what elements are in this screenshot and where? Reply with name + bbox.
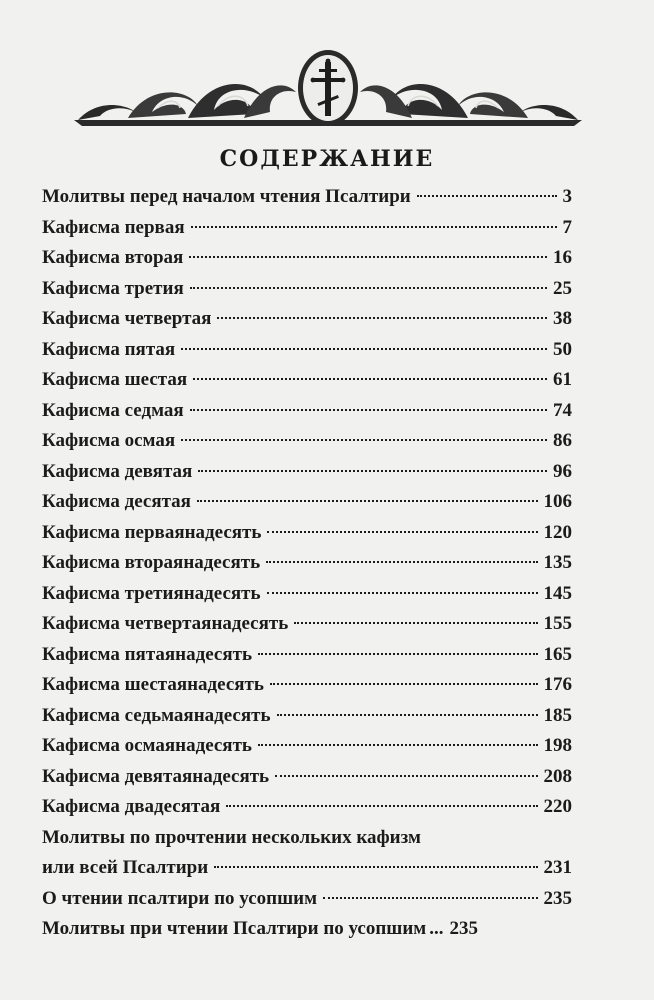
dot-leader: [270, 683, 538, 685]
dot-leader: [191, 226, 557, 228]
toc-entry: [42, 670, 572, 701]
toc-entry-title: Кафисма втораянадесять: [42, 552, 261, 573]
dot-leader: [275, 775, 537, 777]
page-title: СОДЕРЖАНИЕ: [219, 146, 435, 172]
dot-leader: [217, 317, 547, 319]
dot-leader: [277, 714, 538, 716]
toc-entry-page: 235: [543, 887, 572, 909]
dot-leader: [294, 622, 537, 624]
toc-entry-title: Кафисма четвертаянадесять: [42, 613, 289, 634]
toc-entry: [42, 365, 572, 396]
dot-leader: [323, 897, 537, 899]
toc-entry-page: 7: [562, 216, 572, 238]
toc-entry: [42, 396, 572, 427]
toc-entry: [42, 426, 572, 457]
toc-entry: [42, 274, 572, 305]
toc-entry-title: Молитвы перед началом чтения Псалтири: [42, 186, 411, 207]
toc-entry-page: 16: [553, 247, 572, 268]
toc-entry-title: Кафисма двадесятая: [42, 796, 221, 817]
toc-entry-page: 220: [543, 796, 572, 817]
toc-entry-page: 208: [543, 765, 572, 787]
toc-entry-title: или всей Псалтири: [42, 857, 209, 878]
toc-entry: [42, 640, 572, 671]
toc-entry: [42, 762, 572, 793]
toc-entry-page: 176: [543, 674, 572, 695]
toc-entry-title: Кафисма третия: [42, 277, 184, 299]
toc-entry: [42, 487, 572, 518]
toc-entry-multiline-line1: [42, 823, 572, 854]
toc-entry-title: Кафисма четвертая: [42, 308, 212, 329]
dot-leader: [258, 744, 538, 746]
toc-entry-page: 3: [562, 186, 572, 207]
toc-entry: [42, 792, 572, 823]
toc-entry: [42, 457, 572, 488]
toc-entry: [42, 548, 572, 579]
ellipsis-leader: ...: [429, 918, 444, 939]
toc-entry-page: 38: [553, 308, 572, 329]
toc-entry-page: 61: [553, 369, 572, 390]
toc-entry-title: Кафисма вторая: [42, 247, 184, 268]
toc-entry-title: Кафисма девятаянадесять: [42, 765, 270, 787]
dot-leader: [226, 805, 537, 807]
toc-entry-title: Молитвы при чтении Псалтири по усопшим: [42, 918, 427, 939]
toc-entry-page: 145: [543, 582, 572, 604]
toc-entry-title: Кафисма третиянадесять: [42, 582, 261, 604]
toc-entry: [42, 243, 572, 274]
toc-entry: [42, 701, 572, 732]
toc-entry-page: 135: [543, 552, 572, 573]
toc-entry-title: Кафисма первая: [42, 216, 185, 238]
toc-entry: [42, 518, 572, 549]
toc-entry-page: 25: [553, 277, 572, 299]
toc-entry-page: 165: [543, 643, 572, 665]
toc-entry: [42, 731, 572, 762]
toc-entry: [42, 182, 572, 213]
toc-entry: [42, 335, 572, 366]
dot-leader: [258, 653, 537, 655]
toc-entry-title: Кафисма перваянадесять: [42, 521, 262, 543]
toc-entry-page: 235: [449, 918, 478, 939]
toc-entry-title: Кафисма девятая: [42, 460, 193, 482]
toc-entry-title: Кафисма шестая: [42, 369, 188, 390]
toc-entry-page: 185: [543, 704, 572, 726]
dot-leader: [267, 531, 537, 533]
dot-leader: [197, 500, 538, 502]
toc-entry-title: Кафисма пятая: [42, 338, 176, 360]
toc-entry: [42, 213, 572, 244]
dot-leader: [181, 348, 547, 350]
dot-leader: [198, 470, 547, 472]
toc-entry-page: 96: [553, 460, 572, 482]
toc-entry-multiline-line2: [42, 853, 572, 884]
dot-leader: [214, 866, 537, 868]
dot-leader: [267, 592, 538, 594]
toc-entry: [42, 884, 572, 915]
toc-entry-page: 231: [543, 857, 572, 878]
toc-entry: [42, 304, 572, 335]
table-of-contents: [42, 182, 572, 945]
dot-leader: [190, 409, 547, 411]
toc-entry-page: 74: [553, 399, 572, 421]
dot-leader: [181, 439, 547, 441]
toc-entry-title: Кафисма седмая: [42, 399, 184, 421]
toc-entry: [42, 579, 572, 610]
toc-entry: [42, 914, 572, 945]
dot-leader: [417, 195, 557, 197]
toc-entry-page: 198: [543, 735, 572, 756]
dot-leader: [266, 561, 537, 563]
toc-entry-title: Кафисма седьмаянадесять: [42, 704, 271, 726]
toc-entry-page: 86: [553, 430, 572, 451]
toc-entry-page: 120: [543, 521, 572, 543]
toc-entry-title: О чтении псалтири по усопшим: [42, 887, 318, 909]
toc-entry-title: Кафисма десятая: [42, 491, 191, 512]
dot-leader: [193, 378, 547, 380]
floral-ornament-header: [68, 48, 588, 128]
toc-entry-page: 106: [543, 491, 572, 512]
toc-entry-title: Кафисма осмая: [42, 430, 176, 451]
toc-entry: [42, 609, 572, 640]
toc-entry-title: Кафисма пятаянадесять: [42, 643, 253, 665]
toc-entry-page: 50: [553, 338, 572, 360]
toc-entry-title: Кафисма шестаянадесять: [42, 674, 264, 695]
toc-entry-title: Кафисма осмаянадесять: [42, 735, 252, 756]
dot-leader: [189, 256, 547, 258]
toc-entry-page: 155: [543, 613, 572, 634]
toc-entry-title: Молитвы по прочтении нескольких кафизм: [42, 826, 421, 848]
dot-leader: [190, 287, 547, 289]
